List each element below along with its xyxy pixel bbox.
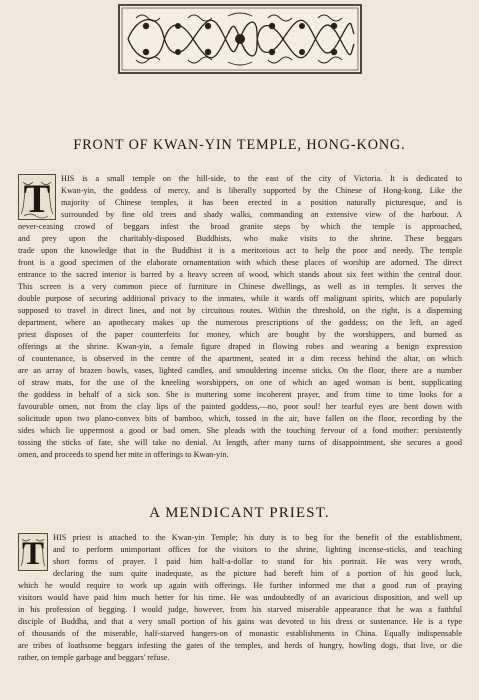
section-title-priest: A MENDICANT PRIEST.: [149, 505, 330, 521]
text-line: department, where an apothecary makes up the numerous prescriptions of the goddess; on the left, an aged: [18, 318, 462, 327]
text-line: never-ceasing crowd of beggars infest the broad granite steps by which the temple is approached,: [18, 222, 462, 231]
text-line: Kwan-yin, the goddess of mercy, and is liberally supported by the Chinese of Hong-kong. Like the: [61, 186, 462, 195]
text-line: trade upon the knowledge that in the Buddhist it is a meritorious act to help the poor and needy. The temple: [18, 246, 462, 255]
text-line: which he would require to work up again with offerings. He further informed me that a good run of praying: [18, 581, 462, 590]
section-title-temple: FRONT OF KWAN-YIN TEMPLE, HONG-KONG.: [73, 137, 406, 153]
text-line: the goddess in behalf of a sick son. She is muttering some incoherent prayer, and from time to time looks for a: [18, 390, 462, 399]
svg-text:T: T: [23, 176, 51, 220]
text-line: This screen is a very common piece of furniture in Chinese dwellings, as well as in temples. It serves the: [18, 282, 462, 291]
text-line: of countenance, is observed in the centre of the apartment, seated in a dim recess behind the altar, on which: [18, 354, 462, 363]
text-line: omen, and proceeds to spend her mite in offerings to Kwan-yin.: [18, 450, 229, 459]
text-line: HIS priest is attached to the Kwan-yin Temple; his duty is to beg for the benefit of the establishment,: [53, 533, 462, 542]
text-line: of straw mats, for the use of the kneeling worshippers, on one of which an aged woman is bent, supplicating: [18, 378, 462, 387]
text-line: favourable omen, not from the clay lips of the painted goddess,—no, poor soul! her tearful eyes are bent down with: [18, 402, 462, 411]
text-line: surrounded by fine old trees and shady walks, commanding an extensive view of the harbour. A: [61, 210, 462, 219]
decorated-initial-t-icon: [18, 533, 48, 571]
section-body-priest: [18, 532, 462, 664]
text-line: solicitude upon two plano-convex bits of bamboo, which, tossed in the air, have fallen on the floor, recording by the: [18, 414, 462, 423]
text-line: offerings at the shrine. Kwan-yin, a female figure draped in flowing robes and wearing a benign expression: [18, 342, 462, 351]
text-line: disciple of Buddha, and that a very small portion of his gains was devoted to his dress or sustenance. He is a type: [18, 617, 462, 626]
text-line: HIS is a small temple on the hill-side, to the east of the city of Victoria. It is dedicated to: [61, 174, 462, 183]
text-line: and prey upon the charitably-disposed Buddhists, who make visits to the shrine. These beggars: [18, 234, 462, 243]
text-line: double purpose of securing additional privacy to the inmates, while it wards off malignant spirits, which are popularly: [18, 294, 462, 303]
svg-text:T: T: [21, 536, 45, 571]
text-line: majority of Chinese temples, it has been erected in a position naturally picturesque, and is: [61, 198, 462, 207]
text-line: of thousands of the miserable, half-starved hangers-on of monastic establishments in China. Equally indispensable: [18, 629, 462, 638]
text-line: front is a good specimen of the elaborate ornamentation with which these places of worship are adorned. The direct: [18, 258, 462, 267]
ornamental-header-band: [118, 4, 362, 74]
text-line: supposed to travel in direct lines, and not by circuitous routes. Within the threshold, on the right, is a dispensing: [18, 306, 462, 315]
text-line: priest disposes of the paper counterfeits for money, which are bought by the worshippers, and burned as: [18, 330, 462, 339]
text-line: rather, on temple garbage and beggars' refuse.: [18, 653, 170, 662]
text-line: and to perform unimportant offices for the visitors to the shrine, lighting incense-sticks, and teaching: [53, 545, 462, 554]
text-line: sides which lie uppermost a good or bad omen. She pleads with the touching fervour of a fond mother: persistently: [18, 426, 462, 435]
text-line: tossing the sticks of fate, she will take no denial. At length, after many turns of disappointment, she secures a good: [18, 438, 462, 447]
text-line: entrance to the sacred interior is barred by a heavy screen of wood, which stands about six feet within the central door.: [18, 270, 462, 279]
text-line: visitors would have paid him much better for his time. He was undoubtedly of an avaricious disposition, and well up: [18, 593, 462, 602]
text-line: in his profession of begging. I would judge, however, from his starved miserable appearance that he was a faithful: [18, 605, 462, 614]
text-line: short forms of prayer. I paid him half-a-dollar to stand for his portrait. He was very wroth,: [53, 557, 462, 566]
decorated-initial-t-icon: [18, 174, 56, 220]
text-line: are tribes of loathsome beggars infesting the gates of the temples, and herds of hungry, howling dogs, that live, or die: [18, 641, 462, 650]
text-line: are an array of brazen bowls, vases, lighted candles, and smouldering incense sticks. On the floor, there are a number: [18, 366, 462, 375]
section-body-temple: [18, 173, 462, 461]
text-line: declaring the sum quite inadequate, as the picture had bereft him of a portion of his good luck,: [53, 569, 462, 578]
